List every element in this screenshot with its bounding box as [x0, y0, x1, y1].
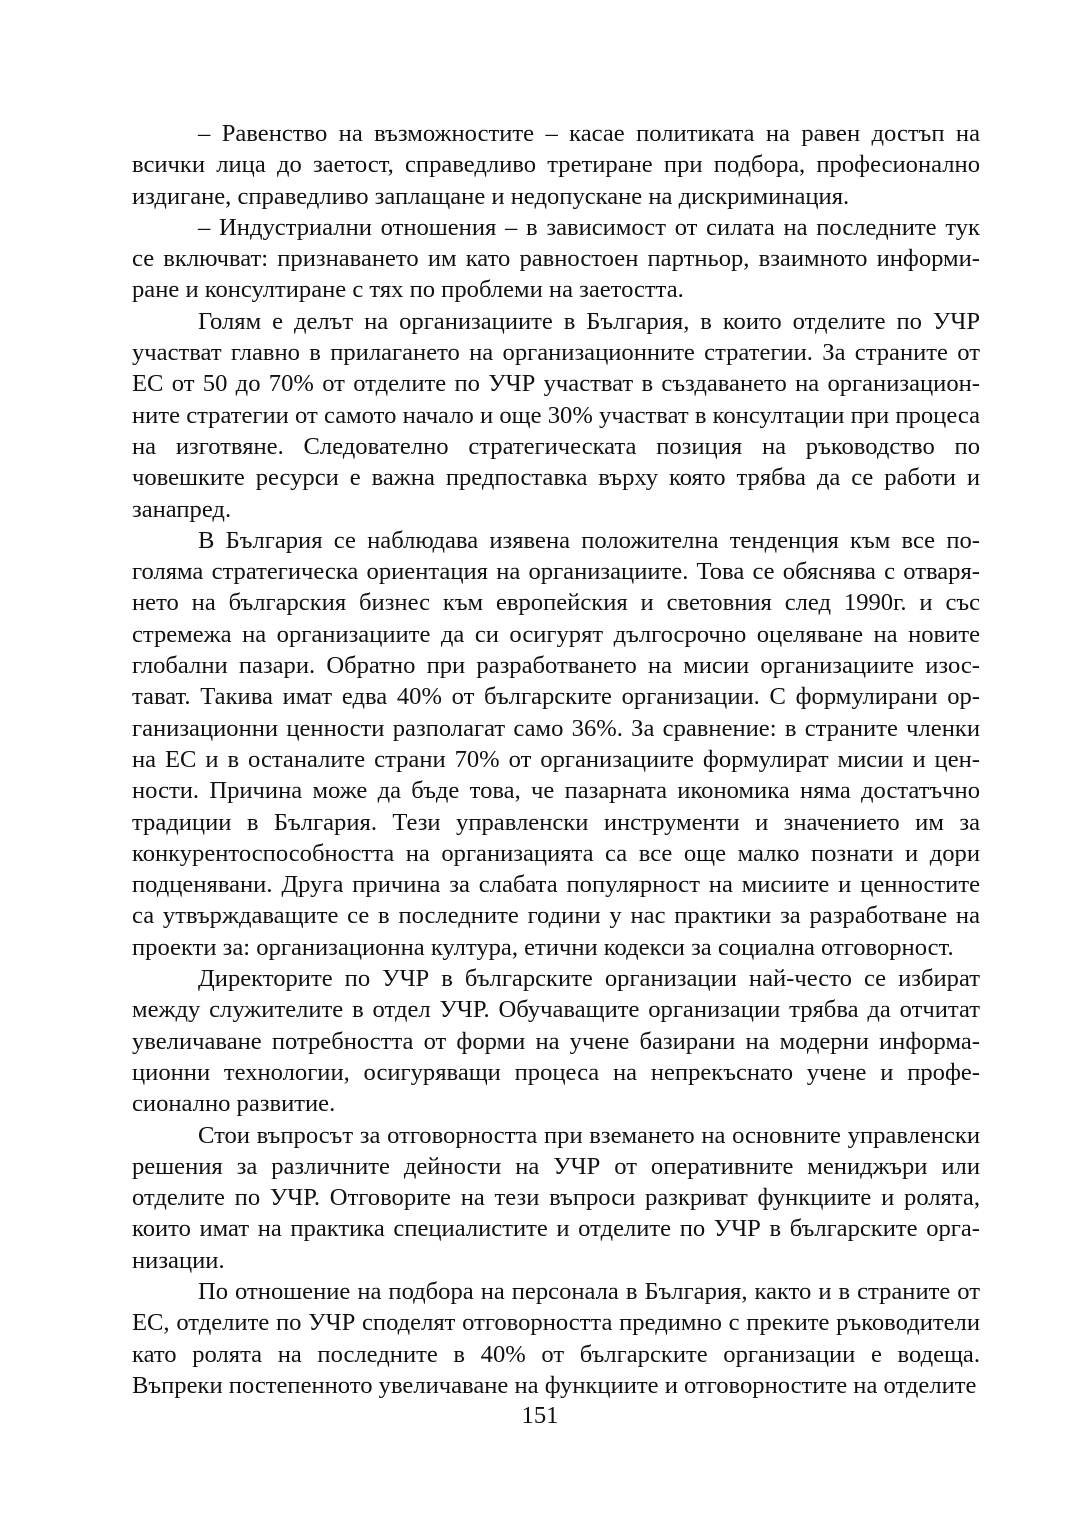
paragraph-responsibility: Стои въпросът за отговорността при вземането на основните управленски решения за различните дейности на УЧР от оперативните мениджъри или отделите по УЧР. Отговорите на тези въпроси разкриват функциите и ролята, които имат на практика специалистите и отделите по УЧР в българските организации. [132, 1121, 980, 1274]
paragraph-hr-directors: Директорите по УЧР в българските организации най-често се избират между служителите в отдел УЧР. Обучаващите организации трябва да отчитат увеличаване потребността от форми на учене базирани на модерни информационни технологии, осигуряващи процеса на непрекъснато учене и професионално развитие. [132, 965, 980, 1118]
paragraph-equal-opportunities: – Равенство на възможностите – касае политиката на равен достъп на всички лица до заетост, справедливо третиране при подбора, професионално издигане, справедливо заплащане и недопускане на дискриминация. [132, 120, 980, 210]
paragraph-industrial-relations: – Индустриални отношения – в зависимост от силата на последните тук се включват: признаването им като равностоен партньор, взаимното информиране и консултиране с тях по проблеми на заетостта. [132, 213, 980, 304]
paragraph-strategic-orientation: В България се наблюдава изявена положителна тенденция към все поголяма стратегическа ориентация на организациите. Това се обяснява с отварянето на българския бизнес към европейския и световния след 1990г. и със стремежа на организациите да си осигурят дългосрочно оцеляване на новите глобални пазари. Обратно при разработването на мисии организациите изостават. Такива имат едва 40% от българските организации. С формулирани организационни ценности разполагат само 36%. За сравнение: в страните членки на ЕС и в останалите страни 70% от организациите формулират мисии и ценности. Причина може да бъде това, че пазарната икономика няма достатъчно традиции в България. Тези управленски инструменти и значението им за конкурентоспособността на организацията са все още малко познати и дори подценявани. Друга причина за слабата популярност на мисиите и ценностите са утвърждаващите се в последните години у нас практики за разработване на проекти за: организационна култура, етични кодекси за социална отговорност. [132, 526, 980, 961]
paragraph-strategy-share: Голям е делът на организациите в България, в които отделите по УЧР участват главно в прилагането на организационните стратегии. За страните от ЕС от 50 до 70% от отделите по УЧР участват в създаването на организационните стратегии от самото начало и още 30% участват в консултации при процеса на изготвяне. Следователно стратегическата позиция на ръководство по човешките ресурси е важна предпоставка върху която трябва да се работи и занапред. [132, 307, 980, 523]
body-text [132, 118, 980, 1401]
page-number: 151 [521, 1402, 559, 1429]
paragraph-personnel-selection: По отношение на подбора на персонала в България, както и в страните от ЕС, отделите по УЧР споделят отговорността предимно с преките ръководители като ролята на последните в 40% от българските организации е водеща. Въпреки постепенното увеличаване на функциите и отговорностите на отделите [132, 1277, 980, 1399]
